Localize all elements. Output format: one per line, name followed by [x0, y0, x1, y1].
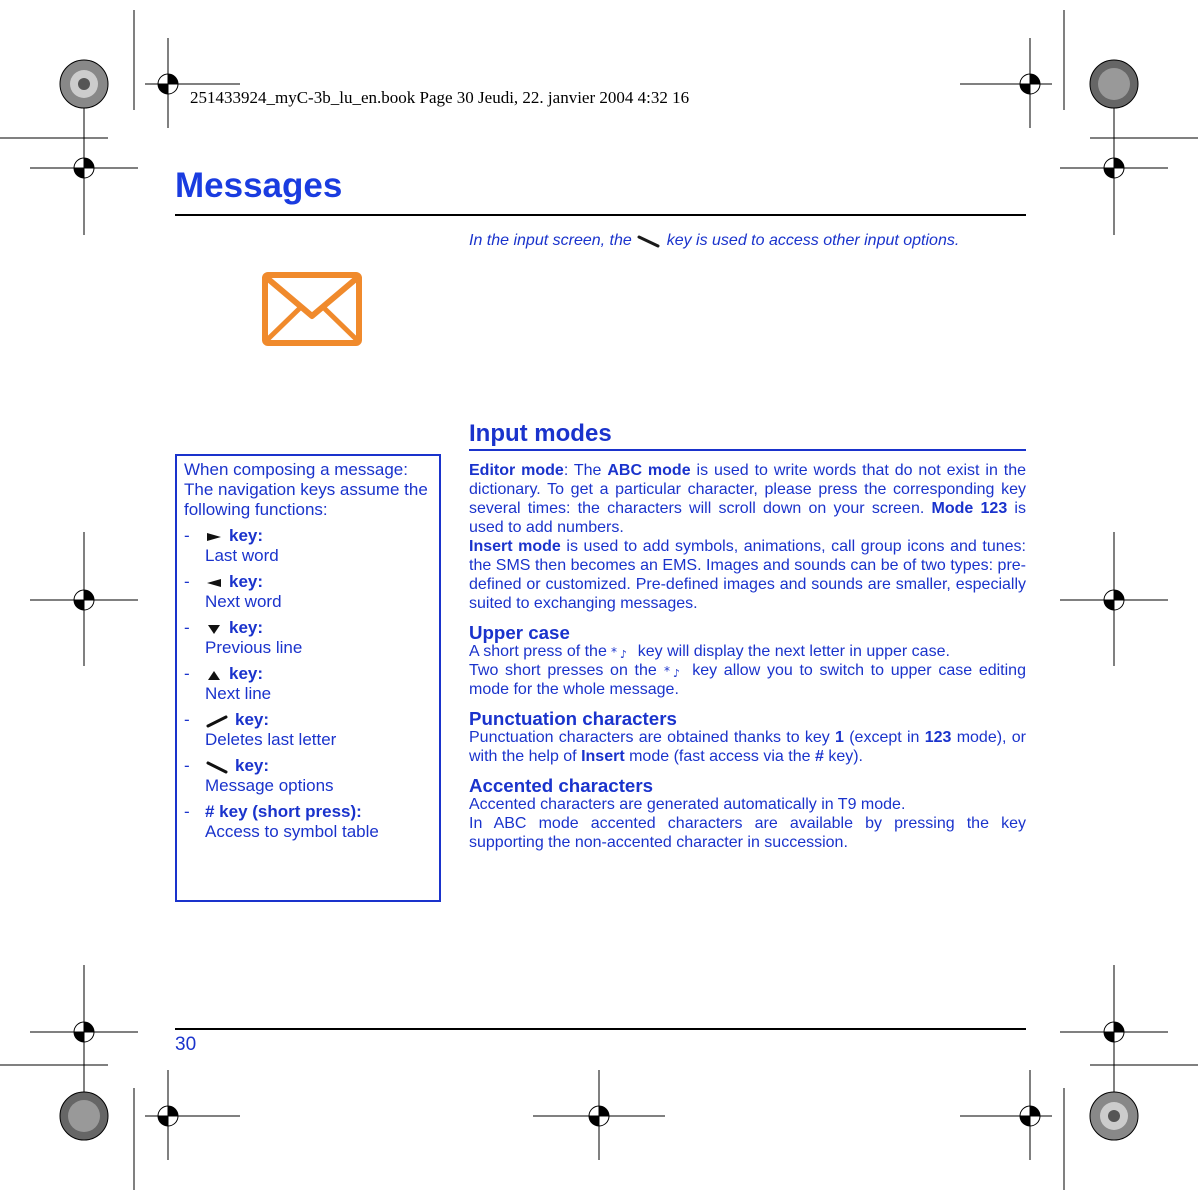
key-label: key:: [235, 710, 270, 729]
key-label: key:: [235, 756, 270, 775]
right-arrow-key-icon: [205, 531, 223, 543]
punctuation-heading: Punctuation characters: [469, 708, 677, 729]
key-description: Next word: [205, 592, 282, 611]
intro-text: [469, 232, 959, 250]
page-title: Messages: [175, 166, 343, 205]
insert-mode-paragraph: Insert mode is used to add symbols, animations, call group icons and tunes: the SMS then becomes an EMS. Images and sounds can be of two types: pre-defined or customized. Pre-defined images and sounds are smaller, especially suited to exchanging messages.: [469, 538, 1026, 612]
right-soft-key-icon: [636, 234, 662, 248]
svg-text:*: *: [611, 644, 618, 659]
accented-section: Accented characters Accented characters are generated automatically in T9 mode. In ABC mode accented characters are available by pressing the key supporting the non-accented character in succession.: [469, 775, 1026, 851]
input-modes-heading: Input modes: [469, 420, 1026, 451]
left-arrow-key-icon: [205, 577, 223, 589]
up-arrow-key-icon: [205, 669, 223, 681]
envelope-icon: [262, 272, 362, 346]
star-key-icon: [611, 644, 633, 660]
right-soft-key-icon: [205, 760, 229, 774]
list-item: - key: Next word: [184, 572, 432, 612]
key-label: key:: [229, 664, 264, 683]
list-item: - key: Last word: [184, 526, 432, 566]
list-item: - # key (short press): Access to symbol table: [184, 802, 432, 842]
key-description: Last word: [205, 546, 279, 565]
input-modes-section: [469, 461, 1026, 613]
main-content: [469, 420, 1026, 862]
title-divider: [175, 214, 1026, 216]
key-description: Previous line: [205, 638, 303, 657]
book-info-header: 251433924_myC-3b_lu_en.book Page 30 Jeudi, 22. janvier 2004 4:32 16: [190, 88, 690, 107]
key-description: Message options: [205, 776, 334, 795]
key-label: key:: [229, 572, 264, 591]
key-list: [184, 526, 432, 842]
svg-text:*: *: [663, 663, 670, 678]
sidebar-intro: When composing a message: The navigation keys assume the following functions:: [184, 460, 428, 519]
intro-before: In the input screen, the: [469, 232, 632, 249]
key-label: key:: [229, 618, 264, 637]
intro-after: key is used to access other input options.: [666, 232, 960, 249]
upper-case-heading: Upper case: [469, 622, 570, 643]
key-description: Access to symbol table: [205, 822, 379, 841]
upper-case-section: Upper case A short press of the * ♪ key will display the next letter in upper case. Two short presses on the * ♪ key allow you to switch to upper case editing mode for the whole message.: [469, 622, 1026, 698]
list-item: - key: Deletes last letter: [184, 710, 432, 750]
key-description: Next line: [205, 684, 272, 703]
svg-text:♪: ♪: [620, 647, 628, 660]
key-label: key:: [229, 526, 264, 545]
list-item: - key: Message options: [184, 756, 432, 796]
punctuation-section: Punctuation characters Punctuation characters are obtained thanks to key 1 (except in 123 mode), or with the help of Insert mode (fast access via the # key).: [469, 708, 1026, 765]
editor-mode-paragraph: Editor mode: The ABC mode is used to write words that do not exist in the dictionary. To get a particular character, please press the corresponding key several times: the characters will scroll down on your screen. Mode 123 is used to add numbers.: [469, 462, 1026, 536]
down-arrow-key-icon: [205, 623, 223, 635]
star-key-icon: [664, 663, 686, 679]
key-label: # key (short press):: [205, 802, 362, 821]
navigation-keys-box: [175, 454, 441, 902]
list-item: - key: Previous line: [184, 618, 432, 658]
page-number: 30: [175, 1034, 197, 1055]
footer-divider: [175, 1028, 1026, 1030]
accented-heading: Accented characters: [469, 775, 654, 796]
list-item: - key: Next line: [184, 664, 432, 704]
left-soft-key-icon: [205, 714, 229, 728]
key-description: Deletes last letter: [205, 730, 337, 749]
svg-text:♪: ♪: [672, 666, 680, 679]
